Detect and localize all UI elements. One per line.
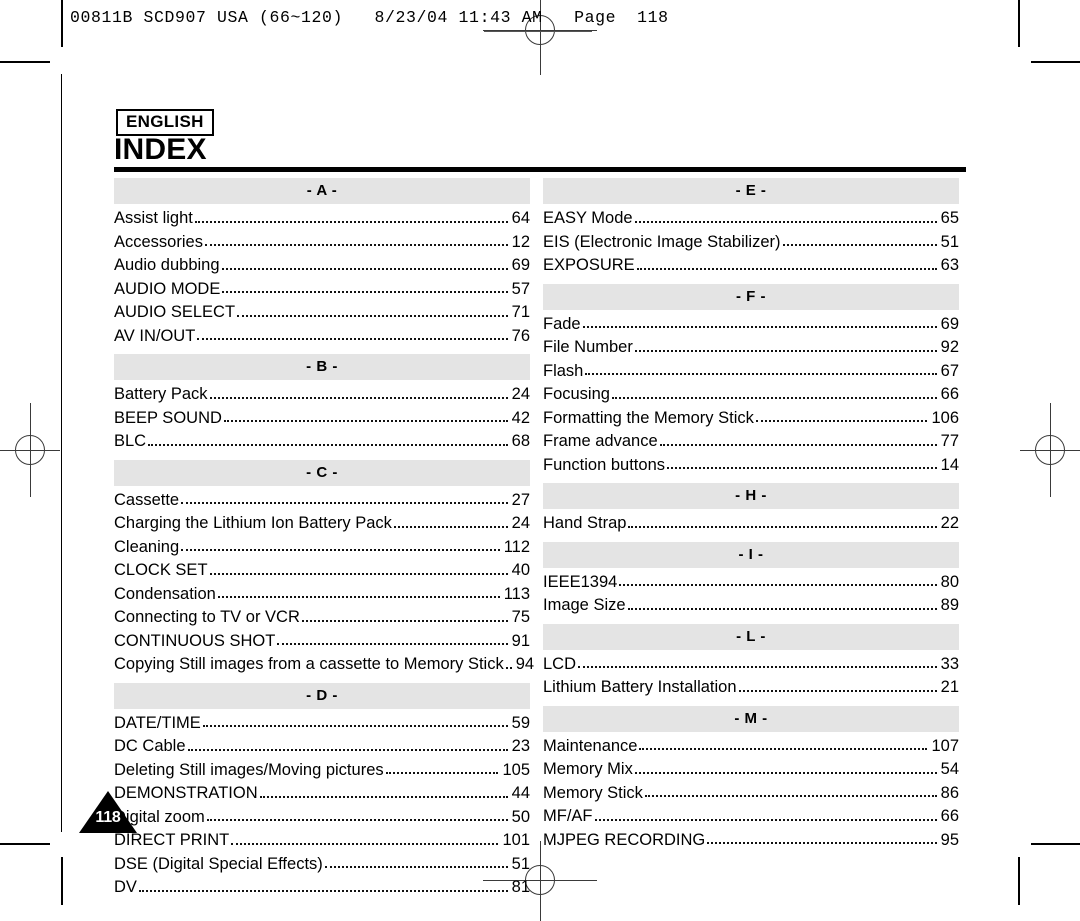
index-entry-label: Digital zoom: [114, 807, 205, 826]
index-entry-label: Connecting to TV or VCR: [114, 608, 300, 626]
title-divider: [114, 167, 966, 172]
index-entry[interactable]: [114, 324, 530, 348]
index-entry[interactable]: [114, 206, 530, 230]
index-entry-page-number: 24: [511, 385, 530, 403]
index-entry-page-number: 27: [511, 490, 530, 509]
section-heading: - L -: [543, 624, 959, 650]
index-entry[interactable]: [543, 757, 959, 781]
index-entry-leader-dots: [583, 326, 937, 328]
index-entry-leader-dots: [660, 444, 937, 446]
index-entry-leader-dots: [207, 819, 508, 821]
index-entry-list: [543, 310, 959, 477]
index-entry[interactable]: [114, 629, 530, 653]
index-entry-page-number: 57: [511, 279, 530, 298]
index-entry-page-number: 107: [931, 736, 959, 755]
index-entry-list: [543, 732, 959, 852]
index-entry-label: Frame advance: [543, 432, 658, 450]
index-entry-label: IEEE1394: [543, 572, 618, 591]
index-entry[interactable]: [543, 312, 959, 336]
index-entry-leader-dots: [260, 796, 508, 798]
index-entry-page-number: 69: [940, 314, 959, 333]
index-entry-label: BLC: [114, 432, 147, 450]
index-entry-leader-dots: [628, 608, 937, 610]
index-entry-page-number: 75: [511, 608, 530, 626]
index-entry[interactable]: [114, 382, 530, 406]
index-entry-leader-dots: [595, 819, 937, 821]
index-entry-page-number: 69: [511, 256, 530, 274]
index-entry-list: [543, 650, 959, 699]
index-entry-leader-dots: [578, 666, 937, 668]
index-entry-label: Cassette: [114, 490, 180, 509]
index-entry-leader-dots: [237, 315, 508, 317]
index-entry[interactable]: [114, 300, 530, 324]
index-entry-page-number: 113: [503, 584, 530, 603]
index-entry-label: File Number: [543, 338, 633, 356]
index-entry-page-number: 77: [940, 432, 959, 450]
index-entry-label: EXPOSURE: [543, 256, 635, 274]
index-entry[interactable]: [114, 558, 530, 582]
index-entry[interactable]: [114, 652, 535, 676]
section-heading: - E -: [543, 178, 959, 204]
index-entry-label: Function buttons: [543, 455, 665, 474]
index-entry-leader-dots: [231, 843, 498, 845]
index-entry[interactable]: [543, 675, 959, 699]
prepress-slug-line: 00811B SCD907 USA (66~120) 8/23/04 11:43 AM Page 118: [70, 8, 669, 27]
index-entry-page-number: 66: [940, 385, 959, 403]
index-entry-leader-dots: [739, 690, 937, 692]
index-entry-label: Flash: [543, 361, 584, 380]
index-entry-label: Hand Strap: [543, 514, 627, 532]
index-entry-label: Memory Mix: [543, 760, 633, 778]
index-entry-page-number: 59: [511, 713, 530, 732]
index-entry[interactable]: [543, 253, 959, 277]
index-entry-leader-dots: [756, 420, 928, 422]
index-entry-label: DSE (Digital Special Effects): [114, 854, 323, 873]
index-entry-label: DIRECT PRINT: [114, 831, 230, 849]
index-entry-leader-dots: [188, 749, 508, 751]
index-entry-leader-dots: [139, 890, 508, 892]
index-entry-page-number: 21: [940, 678, 959, 696]
index-entry-label: EIS (Electronic Image Stabilizer): [543, 232, 781, 251]
section-heading: - A -: [114, 178, 530, 204]
index-entry[interactable]: [114, 852, 530, 876]
index-entry[interactable]: [543, 382, 959, 406]
language-badge: ENGLISH: [116, 109, 214, 136]
index-entry[interactable]: [114, 781, 530, 805]
index-entry-label: CLOCK SET: [114, 561, 208, 579]
index-entry-label: AUDIO MODE: [114, 279, 221, 298]
index-entry-page-number: 80: [940, 572, 959, 591]
index-entry-label: DEMONSTRATION: [114, 784, 258, 802]
index-entry-label: DC Cable: [114, 737, 186, 755]
index-entry-label: Charging the Lithium Ion Battery Pack: [114, 514, 392, 532]
index-entry-page-number: 51: [511, 854, 530, 873]
index-entry[interactable]: [114, 277, 530, 301]
index-entry-page-number: 105: [502, 760, 530, 779]
index-entry-label: DV: [114, 878, 137, 896]
index-entry-label: BEEP SOUND: [114, 408, 222, 427]
index-entry-list: [543, 509, 959, 535]
index-entry[interactable]: [114, 805, 530, 829]
index-entry-leader-dots: [637, 268, 937, 270]
index-entry-label: Audio dubbing: [114, 256, 220, 274]
index-entry-label: MJPEG RECORDING: [543, 830, 706, 849]
index-entry-page-number: 24: [511, 514, 530, 532]
index-entry-page-number: 76: [511, 326, 530, 345]
index-entry-leader-dots: [612, 397, 937, 399]
index-entry[interactable]: [114, 582, 530, 606]
index-entry-label: AUDIO SELECT: [114, 303, 236, 321]
index-entry-label: MF/AF: [543, 807, 593, 825]
index-entry[interactable]: [114, 406, 530, 430]
index-entry[interactable]: [543, 359, 959, 383]
index-entry-leader-dots: [619, 584, 936, 586]
index-entry-list: [543, 204, 959, 277]
page-number-label: 118: [95, 809, 121, 826]
index-entry-leader-dots: [635, 350, 937, 352]
index-entry-leader-dots: [222, 291, 507, 293]
index-entry-leader-dots: [639, 748, 927, 750]
section-heading: - D -: [114, 683, 530, 709]
index-entry-page-number: 65: [940, 209, 959, 227]
index-entry-page-number: 68: [511, 432, 530, 450]
index-entry-label: AV IN/OUT: [114, 326, 196, 345]
page-title: INDEX: [114, 133, 207, 166]
index-entry-label: Image Size: [543, 596, 626, 614]
index-entry-label: Formatting the Memory Stick: [543, 408, 754, 427]
index-entry-leader-dots: [506, 667, 512, 669]
index-entry[interactable]: [114, 734, 530, 758]
index-entry-page-number: 106: [931, 408, 959, 427]
index-entry-list: [114, 486, 535, 676]
index-entry[interactable]: [543, 206, 959, 230]
index-entry-label: Condensation: [114, 584, 216, 603]
index-entry-page-number: 89: [940, 596, 959, 614]
index-entry[interactable]: [114, 230, 530, 254]
index-entry-leader-dots: [628, 526, 936, 528]
index-entry-page-number: 23: [511, 737, 530, 755]
index-entry-leader-dots: [224, 420, 508, 422]
index-entry-leader-dots: [645, 795, 937, 797]
section-heading: - F -: [543, 284, 959, 310]
index-entry-leader-dots: [386, 772, 499, 774]
index-entry-page-number: 101: [502, 831, 530, 849]
index-entry-page-number: 40: [511, 561, 530, 579]
index-entry-label: Fade: [543, 314, 581, 333]
index-entry-page-number: 94: [515, 655, 535, 673]
index-entry-leader-dots: [195, 221, 508, 223]
index-entry-page-number: 54: [940, 760, 959, 778]
index-entry-page-number: 92: [940, 338, 959, 356]
index-entry-page-number: 86: [940, 783, 959, 802]
index-entry-leader-dots: [218, 596, 500, 598]
index-entry-page-number: 81: [511, 878, 530, 896]
index-entry-leader-dots: [585, 373, 936, 375]
index-entry-label: Lithium Battery Installation: [543, 678, 737, 696]
index-entry-label: Cleaning: [114, 537, 180, 556]
index-entry-label: Copying Still images from a cassette to Memory Stick: [114, 655, 504, 673]
index-entry-page-number: 63: [940, 256, 959, 274]
index-entry[interactable]: [114, 828, 530, 852]
index-columns: [114, 178, 966, 899]
index-entry-page-number: 64: [511, 209, 530, 227]
index-entry-leader-dots: [181, 549, 500, 551]
index-entry[interactable]: [114, 875, 530, 899]
index-entry-page-number: 67: [940, 361, 959, 380]
index-entry-label: DATE/TIME: [114, 713, 201, 732]
index-entry-leader-dots: [148, 444, 508, 446]
index-entry-leader-dots: [394, 526, 508, 528]
index-entry[interactable]: [543, 335, 959, 359]
index-entry-leader-dots: [707, 842, 936, 844]
index-entry[interactable]: [114, 535, 530, 559]
section-heading: - I -: [543, 542, 959, 568]
index-entry-label: Accessories: [114, 232, 203, 251]
index-entry-leader-dots: [783, 244, 937, 246]
index-entry-label: LCD: [543, 654, 577, 673]
section-heading: - M -: [543, 706, 959, 732]
index-entry[interactable]: [114, 253, 530, 277]
index-entry-list: [543, 568, 959, 617]
index-entry[interactable]: [543, 570, 959, 594]
index-entry-leader-dots: [203, 725, 508, 727]
index-entry-page-number: 44: [511, 784, 530, 802]
index-entry[interactable]: [543, 429, 959, 453]
index-entry-label: Memory Stick: [543, 783, 643, 802]
index-entry-leader-dots: [222, 268, 508, 270]
page-number-badge: [79, 791, 137, 833]
index-entry-page-number: 71: [511, 303, 530, 321]
index-entry[interactable]: [543, 453, 959, 477]
index-entry-leader-dots: [210, 397, 508, 399]
index-entry[interactable]: [114, 711, 530, 735]
index-entry[interactable]: [114, 511, 530, 535]
index-entry[interactable]: [543, 781, 959, 805]
index-entry-leader-dots: [667, 467, 937, 469]
index-entry-leader-dots: [635, 221, 937, 223]
index-entry-label: CONTINUOUS SHOT: [114, 631, 276, 650]
index-entry-leader-dots: [197, 338, 507, 340]
index-entry[interactable]: [114, 758, 530, 782]
index-entry-leader-dots: [181, 502, 508, 504]
index-entry-leader-dots: [302, 620, 508, 622]
index-entry-leader-dots: [205, 244, 508, 246]
index-entry[interactable]: [543, 828, 959, 852]
left-column: [114, 178, 535, 899]
index-entry-page-number: 51: [940, 232, 959, 251]
section-heading: - C -: [114, 460, 530, 486]
right-column: [543, 178, 959, 899]
index-entry[interactable]: [543, 511, 959, 535]
index-entry-label: Deleting Still images/Moving pictures: [114, 760, 384, 779]
index-entry-list: [114, 709, 530, 899]
index-entry-label: Assist light: [114, 209, 193, 227]
index-entry-list: [114, 204, 530, 347]
index-entry-label: Maintenance: [543, 736, 638, 755]
index-entry-page-number: 33: [940, 654, 959, 673]
index-entry-page-number: 112: [503, 537, 530, 556]
index-entry-page-number: 50: [511, 807, 530, 826]
index-entry-page-number: 91: [511, 631, 530, 650]
index-entry-label: Battery Pack: [114, 385, 208, 403]
index-entry[interactable]: [543, 230, 959, 254]
index-entry-leader-dots: [635, 772, 937, 774]
index-entry-page-number: 14: [940, 455, 959, 474]
index-entry-label: Focusing: [543, 385, 610, 403]
index-entry[interactable]: [114, 488, 530, 512]
index-entry[interactable]: [114, 429, 530, 453]
index-entry[interactable]: [543, 734, 959, 758]
section-heading: - H -: [543, 483, 959, 509]
index-entry-leader-dots: [277, 643, 507, 645]
index-entry-page-number: 42: [511, 408, 530, 427]
index-entry-label: EASY Mode: [543, 209, 633, 227]
section-heading: - B -: [114, 354, 530, 380]
index-entry[interactable]: [114, 605, 530, 629]
index-entry[interactable]: [543, 652, 959, 676]
index-entry-list: [114, 380, 530, 453]
index-entry-page-number: 66: [940, 807, 959, 825]
index-entry-page-number: 12: [511, 232, 530, 251]
index-entry-page-number: 95: [940, 830, 959, 849]
index-entry[interactable]: [543, 593, 959, 617]
index-entry[interactable]: [543, 406, 959, 430]
index-entry-page-number: 22: [940, 514, 959, 532]
index-entry-leader-dots: [325, 866, 508, 868]
index-entry-leader-dots: [210, 573, 508, 575]
index-entry[interactable]: [543, 804, 959, 828]
